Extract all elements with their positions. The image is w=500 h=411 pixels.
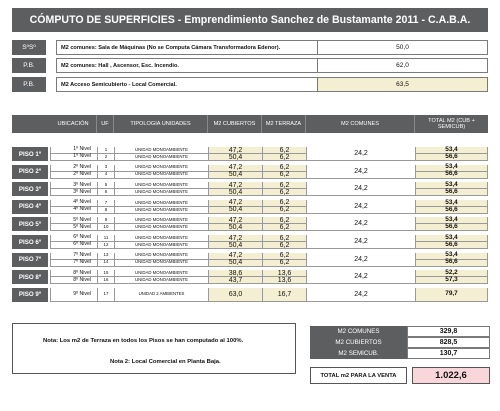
floor-label: PISO 7º [12,253,48,267]
terraza-cell: 13,6 [262,270,306,277]
total-cell: 56,6 [415,242,488,249]
info-row-sotano [12,40,488,55]
total-cell: 79,7 [415,288,488,302]
header-terraza: M2 TERRAZA [262,115,306,133]
terraza-cell: 6,2 [262,154,306,161]
tipologia-cell: UNIDAD MONOAMBIENTE [114,182,208,189]
summary-comunes [310,326,490,337]
tipologia-cell: UNIDAD MONOAMBIENTE [114,270,208,277]
note-terraza: Nota: Los m2 de Terraza en todos los Pisos se han computado al 100%. [43,338,244,344]
cubiertos-cell: 63,0 [208,288,262,302]
tipologia-cell: UNIDAD MONOAMBIENTE [114,165,208,172]
comunes-cell: 24,2 [306,147,415,161]
terraza-cell: 6,2 [262,224,306,231]
ubicacion-cell: 5º Nivel [50,217,97,224]
cubiertos-cell: 47,2 [208,253,262,260]
floor-label: PISO 1º [12,147,48,161]
uf-cell: 3 [97,165,114,172]
total-cell: 53,4 [415,217,488,224]
total-cell: 56,6 [415,224,488,231]
ubicacion-cell: 7º Nivel [50,253,97,260]
ubicacion-cell: 4º Nivel [50,207,97,214]
ubicacion-cell: 9º Nivel [50,288,97,302]
info-code: SºSº [12,40,46,55]
floor-label: PISO 9º [12,288,48,302]
info-code: P.B. [12,77,46,92]
header-uf: UF [97,115,114,133]
total-cell: 52,2 [415,270,488,277]
ubicacion-cell: 1º Nivel [50,147,97,154]
terraza-cell: 6,2 [262,172,306,179]
ubicacion-cell: 4º Nivel [50,200,97,207]
table-header [12,115,488,133]
cubiertos-cell: 50,4 [208,224,262,231]
tipologia-cell: UNIDAD MONOAMBIENTE [114,189,208,196]
total-cell: 53,4 [415,253,488,260]
cubiertos-cell: 47,2 [208,217,262,224]
ubicacion-cell: 2º Nivel [50,165,97,172]
summary-label: M2 SEMICUB. [310,348,407,359]
summary-cubiertos [310,337,490,348]
summary-label: M2 CUBIERTOS [310,337,407,348]
info-value: 63,5 [318,77,488,92]
tipologia-cell: UNIDAD MONOAMBIENTE [114,224,208,231]
total-value: 1.022,6 [412,367,490,384]
ubicacion-cell: 8º Nivel [50,277,97,284]
total-cell: 56,6 [415,172,488,179]
uf-cell: 7 [97,200,114,207]
cubiertos-cell: 47,2 [208,200,262,207]
info-row-pb-comunes [12,58,488,73]
comunes-cell: 24,2 [306,217,415,231]
terraza-cell: 6,2 [262,147,306,154]
tipologia-cell: UNIDAD MONOAMBIENTE [114,217,208,224]
floor-label: PISO 4º [12,200,48,214]
ubicacion-cell: 6º Nivel [50,242,97,249]
cubiertos-cell: 50,4 [208,242,262,249]
info-code: P.B. [12,58,46,73]
uf-cell: 17 [97,288,114,302]
floor-label: PISO 5º [12,217,48,231]
terraza-cell: 6,2 [262,235,306,242]
note-local-comercial: Nota 2: Local Comercial en Planta Baja. [110,359,221,365]
ubicacion-cell: 6º Nivel [50,235,97,242]
info-description: M2 Acceso Semicubierto - Local Comercial. [56,77,318,92]
cubiertos-cell: 47,2 [208,182,262,189]
tipologia-cell: UNIDAD MONOAMBIENTE [114,260,208,267]
total-cell: 53,4 [415,235,488,242]
terraza-cell: 6,2 [262,182,306,189]
terraza-cell: 6,2 [262,260,306,267]
uf-cell: 15 [97,270,114,277]
header-comunes: M2 COMUNES [306,115,415,133]
tipologia-cell: UNIDAD MONOAMBIENTE [114,200,208,207]
total-row [310,367,490,384]
total-cell: 56,6 [415,207,488,214]
comunes-cell: 24,2 [306,288,415,302]
tipologia-cell: UNIDAD MONOAMBIENTE [114,242,208,249]
info-value: 50,0 [318,40,488,55]
floor-label: PISO 2º [12,165,48,179]
uf-cell: 9 [97,217,114,224]
total-label: TOTAL m2 PARA LA VENTA [310,367,407,384]
header-ubicacion: UBICACIÓN [50,115,97,133]
uf-cell: 10 [97,224,114,231]
tipologia-cell: UNIDAD MONOAMBIENTE [114,235,208,242]
terraza-cell: 6,2 [262,189,306,196]
terraza-cell: 6,2 [262,217,306,224]
cubiertos-cell: 50,4 [208,189,262,196]
cubiertos-cell: 50,4 [208,172,262,179]
ubicacion-cell: 3º Nivel [50,182,97,189]
ubicacion-cell: 1º Nivel [50,154,97,161]
ubicacion-cell: 7º Nivel [50,260,97,267]
uf-cell: 16 [97,277,114,284]
summary-value: 329,8 [407,326,490,337]
terraza-cell: 6,2 [262,242,306,249]
terraza-cell: 6,2 [262,200,306,207]
info-row-pb-semicubierto [12,77,488,92]
ubicacion-cell: 8º Nivel [50,270,97,277]
tipologia-cell: UNIDAD MONOAMBIENTE [114,277,208,284]
cubiertos-cell: 47,2 [208,235,262,242]
header-total: TOTAL M2 (CUB + SEMICUB) [428,117,475,130]
info-value: 62,0 [318,58,488,73]
page-title: CÓMPUTO DE SUPERFICIES - Emprendimiento Sanchez de Bustamante 2011 - C.A.B.A. [12,8,488,32]
summary-label: M2 COMUNES [310,326,407,337]
tipologia-cell: UNIDAD MONOAMBIENTE [114,147,208,154]
header-tipologia: TIPOLOGIA UNIDADES [114,115,208,133]
uf-cell: 8 [97,207,114,214]
uf-cell: 1 [97,147,114,154]
cubiertos-cell: 47,2 [208,165,262,172]
total-cell: 53,4 [415,200,488,207]
terraza-cell: 6,2 [262,165,306,172]
tipologia-cell: UNIDAD MONOAMBIENTE [114,154,208,161]
uf-cell: 5 [97,182,114,189]
comunes-cell: 24,2 [306,182,415,196]
comunes-cell: 24,2 [306,270,415,284]
summary-value: 130,7 [407,348,490,359]
ubicacion-cell: 5º Nivel [50,224,97,231]
ubicacion-cell: 2º Nivel [50,172,97,179]
cubiertos-cell: 38,6 [208,270,262,277]
summary-semicubiertos [310,348,490,359]
cubiertos-cell: 50,4 [208,207,262,214]
header-cubiertos: M2 CUBIERTOS [208,115,262,133]
terraza-cell: 6,2 [262,207,306,214]
uf-cell: 11 [97,235,114,242]
floor-label: PISO 3º [12,182,48,196]
floor-label: PISO 6º [12,235,48,249]
ubicacion-cell: 3º Nivel [50,189,97,196]
info-description: M2 comunes: Sala de Máquinas (No se Computa Cámara Transformadora Edenor). [56,40,318,55]
cubiertos-cell: 47,2 [208,147,262,154]
terraza-cell: 6,2 [262,253,306,260]
terraza-cell: 13,6 [262,277,306,284]
cubiertos-cell: 50,4 [208,260,262,267]
info-description: M2 comunes: Hall , Ascensor, Esc. Incendio. [56,58,318,73]
total-cell: 56,6 [415,189,488,196]
uf-cell: 13 [97,253,114,260]
total-cell: 53,4 [415,165,488,172]
terraza-cell: 16,7 [262,288,306,302]
cubiertos-cell: 50,4 [208,154,262,161]
uf-cell: 4 [97,172,114,179]
uf-cell: 12 [97,242,114,249]
notes-box [12,323,296,374]
comunes-cell: 24,2 [306,253,415,267]
comunes-cell: 24,2 [306,235,415,249]
tipologia-cell: UNIDAD 2 AMBIENTES [114,288,208,302]
tipologia-cell: UNIDAD MONOAMBIENTE [114,172,208,179]
total-cell: 53,4 [415,182,488,189]
cubiertos-cell: 43,7 [208,277,262,284]
tipologia-cell: UNIDAD MONOAMBIENTE [114,207,208,214]
uf-cell: 6 [97,189,114,196]
uf-cell: 14 [97,260,114,267]
comunes-cell: 24,2 [306,165,415,179]
uf-cell: 2 [97,154,114,161]
tipologia-cell: UNIDAD MONOAMBIENTE [114,253,208,260]
total-cell: 57,3 [415,277,488,284]
summary-value: 828,5 [407,337,490,348]
total-cell: 56,6 [415,154,488,161]
comunes-cell: 24,2 [306,200,415,214]
floor-label: PISO 8º [12,270,48,284]
total-cell: 56,6 [415,260,488,267]
total-cell: 53,4 [415,147,488,154]
